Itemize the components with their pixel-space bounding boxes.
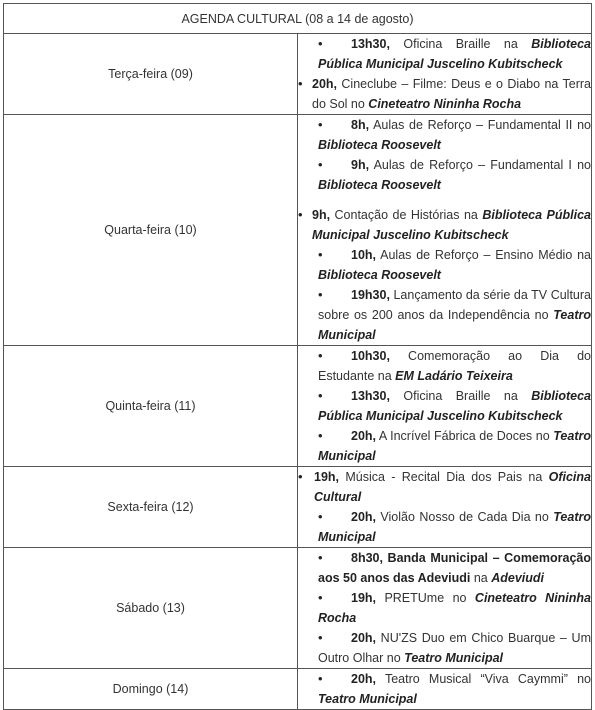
bullet-icon: • <box>318 348 323 363</box>
day-label: Sexta-feira (12) <box>4 467 298 548</box>
agenda-body <box>4 34 592 710</box>
event-description: Oficina Braille na <box>389 37 532 51</box>
events-cell <box>298 669 592 710</box>
events-cell <box>298 346 592 467</box>
bullet-icon: • <box>318 509 323 524</box>
list-item <box>298 205 591 245</box>
event-venue: Teatro Municipal <box>404 651 504 665</box>
list-item <box>298 346 591 386</box>
event-description: NU'ZS Duo em Chico Buarque – Um Outro Olhar no <box>318 631 591 665</box>
event-text <box>318 115 591 155</box>
event-venue: Teatro Municipal <box>318 429 591 463</box>
event-description: Violão Nosso de Cada Dia no <box>376 510 554 524</box>
event-description: PRETUme no <box>376 591 475 605</box>
event-time: 20h, <box>312 77 338 91</box>
event-text <box>318 346 591 386</box>
table-row <box>4 548 592 669</box>
day-label: Domingo (14) <box>4 669 298 710</box>
bullet-icon: • <box>318 388 323 403</box>
spacer <box>298 195 591 205</box>
event-venue: Biblioteca Roosevelt <box>318 268 441 282</box>
event-venue: EM Ladário Teixeira <box>395 369 513 383</box>
bullet-icon: • <box>298 469 303 484</box>
list-item <box>298 426 591 466</box>
table-row <box>4 346 592 467</box>
bullet-icon: • <box>318 630 323 645</box>
list-item <box>298 34 591 74</box>
bullet-icon: • <box>318 550 323 565</box>
event-text <box>318 245 591 285</box>
event-text <box>311 74 591 114</box>
event-time: 9h, <box>351 158 370 172</box>
event-venue: Cineteatro Nininha Rocha <box>318 591 591 625</box>
event-time: 8h, <box>351 118 370 132</box>
bullet-icon: • <box>298 76 303 91</box>
event-description: Comemoração ao Dia do Estudante na <box>318 349 591 383</box>
event-description: Música - Recital Dia dos Pais na <box>339 470 549 484</box>
event-time: 19h30, <box>351 288 390 302</box>
bullet-icon: • <box>318 157 323 172</box>
list-item <box>298 115 591 155</box>
table-row <box>4 115 592 346</box>
table-row <box>4 467 592 548</box>
bullet-icon: • <box>318 428 323 443</box>
bullet-icon: • <box>298 207 303 222</box>
table-title: AGENDA CULTURAL (08 a 14 de agosto) <box>4 4 592 34</box>
day-label: Quarta-feira (10) <box>4 115 298 346</box>
events-cell <box>298 34 592 115</box>
bullet-icon: • <box>318 287 323 302</box>
event-description: Cineclube – Filme: Deus e o Diabo na Terra do Sol no <box>312 77 591 111</box>
event-description: Contação de Histórias na <box>330 208 483 222</box>
event-description: Aulas de Reforço – Ensino Médio na <box>376 248 591 262</box>
event-description: Aulas de Reforço – Fundamental II no <box>369 118 591 132</box>
event-venue: Cineteatro Nininha Rocha <box>368 97 522 111</box>
event-text <box>318 588 591 628</box>
agenda-table <box>3 3 592 710</box>
event-text <box>318 426 591 466</box>
event-venue: Teatro Municipal <box>318 308 591 342</box>
event-text <box>310 467 591 507</box>
events-cell <box>298 548 592 669</box>
event-description: Lançamento da série da TV Cultura sobre os 200 anos da Independência no <box>318 288 591 322</box>
event-venue: Biblioteca Pública Municipal Juscelino Kubitscheck <box>318 37 591 71</box>
event-venue: Biblioteca Roosevelt <box>318 138 441 152</box>
event-text <box>318 628 591 668</box>
bullet-icon: • <box>318 117 323 132</box>
bullet-icon: • <box>318 671 323 686</box>
day-label: Terça-feira (09) <box>4 34 298 115</box>
list-item <box>298 669 591 709</box>
event-time: 20h, <box>351 631 377 645</box>
event-venue: Biblioteca Pública Municipal Juscelino Kubitscheck <box>318 389 591 423</box>
event-time: 20h, <box>351 510 377 524</box>
event-time: 9h, <box>312 208 331 222</box>
event-venue: Teatro Municipal <box>318 692 417 706</box>
event-time: 10h30, <box>351 349 390 363</box>
event-text <box>318 507 591 547</box>
event-text <box>318 285 591 345</box>
day-label: Sábado (13) <box>4 548 298 669</box>
bullet-icon: • <box>318 36 323 51</box>
event-time: 20h, <box>351 429 377 443</box>
list-item <box>298 467 591 507</box>
list-item <box>298 245 591 285</box>
event-text <box>318 155 591 195</box>
list-item <box>298 285 591 345</box>
event-time: 20h, <box>351 672 377 686</box>
event-time: 13h30, <box>351 37 390 51</box>
event-description: Oficina Braille na <box>389 389 532 403</box>
event-description: na <box>470 571 492 585</box>
event-venue: Biblioteca Roosevelt <box>318 178 441 192</box>
list-item <box>298 507 591 547</box>
event-text <box>311 205 591 245</box>
event-time: 13h30, <box>351 389 390 403</box>
bullet-icon: • <box>318 247 323 262</box>
event-time: 10h, <box>351 248 377 262</box>
list-item <box>298 155 591 195</box>
event-time: 19h, <box>314 470 340 484</box>
event-venue: Biblioteca Pública Municipal Juscelino Kubitscheck <box>312 208 591 242</box>
list-item <box>298 628 591 668</box>
event-text <box>318 386 591 426</box>
event-description: Aulas de Reforço – Fundamental I no <box>369 158 591 172</box>
list-item <box>298 386 591 426</box>
events-cell <box>298 467 592 548</box>
event-description: A Incrível Fábrica de Doces no <box>376 429 554 443</box>
event-text <box>318 669 591 709</box>
event-venue: Teatro Municipal <box>318 510 591 544</box>
event-venue: Oficina Cultural <box>314 470 591 504</box>
event-venue: Adeviudi <box>491 571 545 585</box>
day-label: Quinta-feira (11) <box>4 346 298 467</box>
event-time: 8h30, Banda Municipal – Comemoração aos 50 anos das Adeviudi <box>318 551 591 585</box>
events-cell <box>298 115 592 346</box>
list-item <box>298 548 591 588</box>
table-row <box>4 34 592 115</box>
event-description: Teatro Musical “Viva Caymmi” no <box>376 672 591 686</box>
event-time: 19h, <box>351 591 377 605</box>
list-item <box>298 74 591 114</box>
bullet-icon: • <box>318 590 323 605</box>
list-item <box>298 588 591 628</box>
event-text <box>318 548 591 588</box>
table-row <box>4 669 592 710</box>
event-text <box>318 34 591 74</box>
